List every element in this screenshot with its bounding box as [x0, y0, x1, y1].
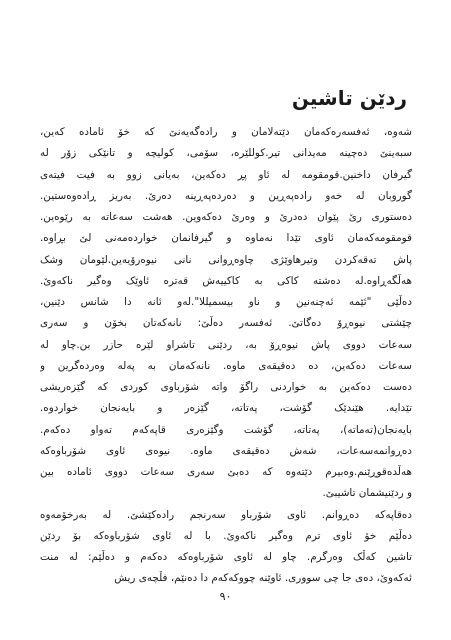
- body-text: [40, 122, 412, 590]
- chapter-title: ردێن تاشین: [291, 86, 407, 110]
- text-line: و ردێنیشمان تاشیبێ.: [322, 487, 412, 500]
- text-line: شەوە، ئەفسەرەکەمان دێتەلامان و رادەگەیەنێ کە خۆ ئامادە کەین،: [40, 126, 412, 138]
- text-line: سبەینێ دەچینە مەیدانی تیر.کوللێرە، سۆمی، کولیچە و تانێکی زۆر لە: [40, 147, 412, 160]
- text-line: ئەکەوێ، دەی جا چی سووری. ئاوێنە چووکەکەم دا دەنێم، فڵچەی ریش: [114, 572, 412, 585]
- text-line: دەڵێی "ئێمە ئەچنەنین و ناو بیسمیللا".لەو ئانە دا شانس دێنین،: [40, 296, 412, 308]
- text-line: قومقومەکەمان ئاوی تێدا نەماوە و گیرفانمان خواردەمەنی لێ بڕاوە.: [40, 232, 412, 245]
- text-line: دەڵێم خۆ ئاوی ترم وەگیر ناکەوێ. با لە ئاوی شۆرباوەکە بۆ ردێن: [40, 529, 412, 542]
- text-line: دەستوری رێ پێوان دەدرێ و وەرێ دەکەوین. هەشت سەعاتە بە رێوەین.: [40, 211, 412, 223]
- text-line: گوروبان لە خەو رادەپەڕین و دەردەپەڕینە دەرێ. بەریز ڕادەوەستین.: [40, 189, 412, 202]
- text-line: سەعات دەکەین، دە دەقیقەی ماوە. نانەکەمان بە پەلە وەردەگرین و: [40, 359, 412, 372]
- text-line: سەعات دووی پاش نیوەڕۆ بە، ردێنی تاشراو لێرە حازر بن.چاو لە: [40, 338, 412, 351]
- page-number: ٩٠: [219, 590, 232, 603]
- text-line: هەڵگەڕاوە.لە دەشتە کاکی بە کاکییەش قەترە ئاوێک وەگیر ناکەوێ.: [40, 274, 412, 287]
- text-line: هەڵدەقوڕێنم.وەبیرم دێتەوە کە دەبێ سەری سەعات دووی ئامادە بین: [40, 466, 412, 478]
- text-line: چێشتی نیوەڕۆ دەگاتێ. ئەفسەر دەڵێ: نانەکەتان بخۆن و سەری: [40, 317, 412, 330]
- text-line: دەست دەکەین بە خواردنی راگۆ واتە شۆرباوی کوردی کە گێزەریشی: [40, 381, 412, 393]
- text-line: دەڕوانمەسەعات، شەش دەقیقەی ماوە. نیوەی ئاوی شۆرباوەکە: [40, 444, 412, 457]
- text-line: پاش تەقەکردن وتیرهاوێژی چاوەڕوانی نانی نیوەرۆیەین.لێومان وشک: [40, 253, 412, 266]
- text-line: بایەنجان(تەماتە)، پەتاتە، گۆشت وگێزەری قاپەکەم تەواو دەکەم.: [40, 423, 412, 436]
- text-line: تاشین کەڵک وەرگرم. چاو لە ئاوی شۆرباوەکە دەکەم و دەڵێم: لە منت: [40, 551, 412, 563]
- text-line: دەقاپەکە دەڕوانم. ئاوی شۆرباو سەرنجم رادەکێشێ. لە بەرخۆمەوە: [40, 508, 412, 521]
- text-line: تێدایە. هێندێک گۆشت، پەتاتە، گێزەر و بایەنجان خواردوە.: [40, 402, 412, 415]
- text-line: گیرفان داخنین.قومقومە لە ئاو پڕ دەکەین، بەیانی زوو بە فیت فیتەی: [40, 168, 412, 181]
